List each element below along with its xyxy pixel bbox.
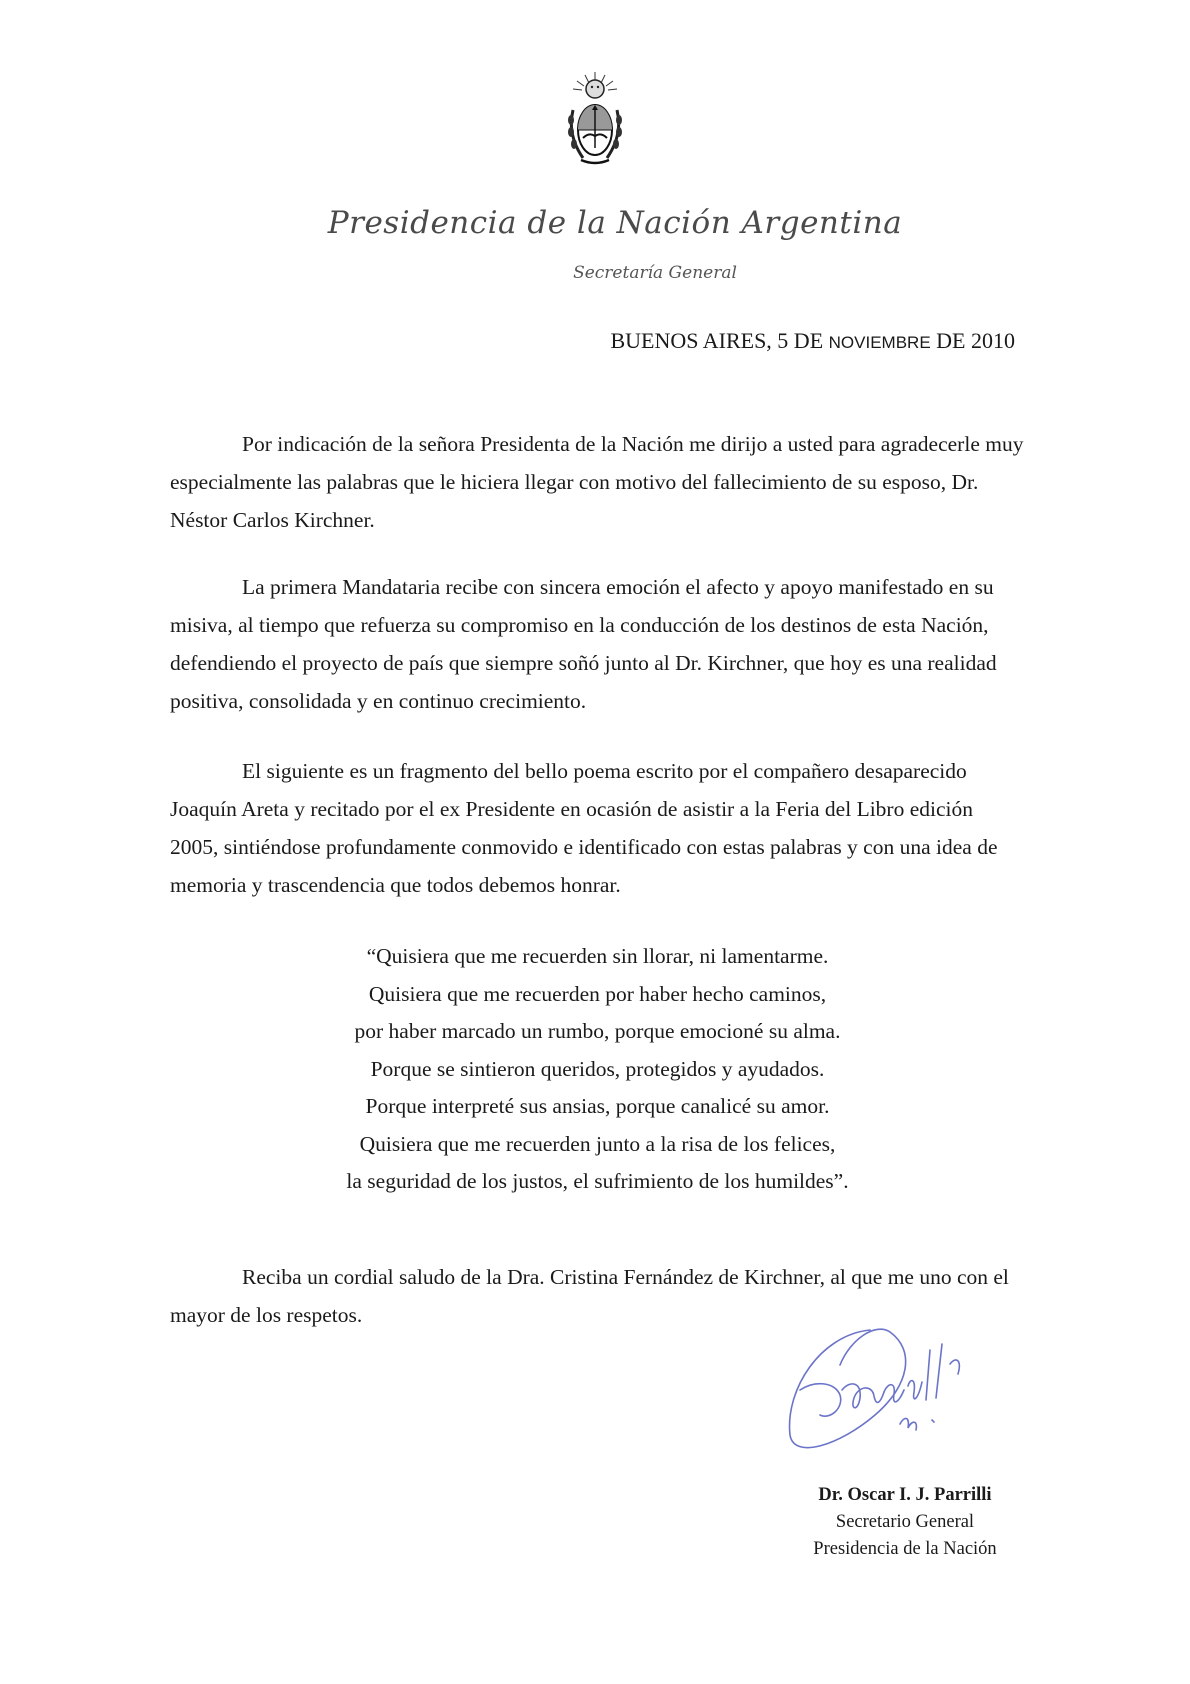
poem-line: Quisiera que me recuerden junto a la risa de los felices,: [359, 1131, 836, 1156]
signer-office: Presidencia de la Nación: [813, 1539, 997, 1559]
signer-name: Dr. Oscar I. J. Parrilli: [818, 1485, 992, 1505]
date-prefix: BUENOS AIRES, 5 DE: [610, 328, 829, 353]
paragraph-3-block: [170, 752, 1025, 904]
office-subheading: Secretaría General: [573, 263, 737, 283]
poem-quote: [170, 938, 1025, 1201]
poem-line: Quisiera que me recuerden por haber hecho caminos,: [368, 981, 827, 1006]
signer-title: Secretario General: [835, 1512, 975, 1532]
date-suffix: DE 2010: [930, 328, 1015, 353]
paragraph-1-block: [170, 425, 1025, 539]
signature-icon: [780, 1320, 1020, 1460]
date-month: NOVIEMBRE: [828, 333, 931, 352]
poem-line: Porque interpreté sus ansias, porque canalicé su amor.: [365, 1094, 830, 1118]
date-line: [610, 328, 1015, 354]
paragraph-2: La primera Mandataria recibe con sincera emoción el afecto y apoyo manifestado en su misiva, al tiempo que refuerza su compromiso en la conducción de los destinos de esta Nación, defendiendo el proyecto de país que siempre soñó junto al Dr. Kirchner, que hoy es una realidad positiva, consolidada y en continuo crecimiento.: [170, 575, 997, 713]
paragraph-1: Por indicación de la señora Presidenta de la Nación me dirijo a usted para agradecerle muy especialmente las palabras que le hiciera llegar con motivo del fallecimiento de su esposo, Dr. Néstor Carlos Kirchner.: [170, 432, 1024, 532]
signer-block: [780, 1482, 1030, 1563]
poem-line: la seguridad de los justos, el sufrimiento de los humildes”.: [346, 1169, 849, 1193]
closing-paragraph: Reciba un cordial saludo de la Dra. Cristina Fernández de Kirchner, al que me uno con el mayor de los respetos.: [170, 1265, 1009, 1327]
paragraph-3: El siguiente es un fragmento del bello poema escrito por el compañero desaparecido Joaquín Areta y recitado por el ex Presidente en ocasión de asistir a la Feria del Libro edición 2005, sintiéndose profundamente conmovido e identificado con estas palabras y con una idea de memoria y trascendencia que todos debemos honrar.: [170, 759, 998, 897]
poem-line: “Quisiera que me recuerden sin llorar, ni lamentarme.: [366, 944, 829, 968]
poem-line: Porque se sintieron queridos, protegidos y ayudados.: [370, 1056, 825, 1081]
institution-heading: Presidencia de la Nación Argentina: [327, 205, 903, 241]
coat-of-arms-icon: [563, 70, 627, 170]
paragraph-2-block: [170, 568, 1025, 720]
poem-line: por haber marcado un rumbo, porque emocioné su alma.: [354, 1019, 841, 1043]
